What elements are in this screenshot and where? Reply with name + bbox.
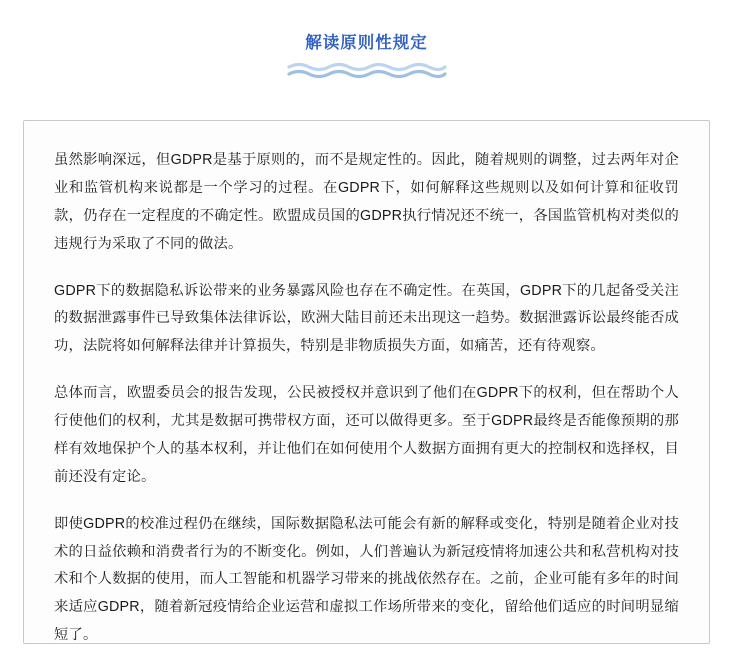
document-header: [0, 0, 733, 82]
paragraph: 即使GDPR的校准过程仍在继续，国际数据隐私法可能会有新的解释或变化，特别是随着企业对技术的日益依赖和消费者行为的不断变化。例如，人们普遍认为新冠疫情将加速公共和私营机构对技术和个人数据的使用，而人工智能和机器学习带来的挑战依然存在。之前，企业可能有多年的时间来适应GDPR，随着新冠疫情给企业运营和虚拟工作场所带来的变化，留给他们适应的时间明显缩短了。: [54, 515, 679, 644]
page-title: 解读原则性规定: [305, 34, 428, 52]
paragraph: 总体而言，欧盟委员会的报告发现，公民被授权并意识到了他们在GDPR下的权利，但在帮助个人行使他们的权利，尤其是数据可携带权方面，还可以做得更多。至于GDPR最终是否能像预期的那样有效地保护个人的基本权利，并让他们在如何使用个人数据方面拥有更大的控制权和选择权，目前还没有定论。: [54, 385, 679, 485]
wave-divider-icon: [287, 62, 447, 82]
article-body-card: [23, 120, 710, 644]
paragraph: GDPR下的数据隐私诉讼带来的业务暴露风险也存在不确定性。在英国，GDPR下的几起备受关注的数据泄露事件已导致集体法律诉讼，欧洲大陆目前还未出现这一趋势。数据泄露诉讼最终能否成功，法院将如何解释法律并计算损失，特别是非物质损失方面，如痛苦，还有待观察。: [54, 282, 679, 355]
paragraph: 虽然影响深远，但GDPR是基于原则的，而不是规定性的。因此，随着规则的调整，过去两年对企业和监管机构来说都是一个学习的过程。在GDPR下，如何解释这些规则以及如何计算和征收罚款，仍存在一定程度的不确定性。欧盟成员国的GDPR执行情况还不统一，各国监管机构对类似的违规行为采取了不同的做法。: [54, 152, 679, 252]
